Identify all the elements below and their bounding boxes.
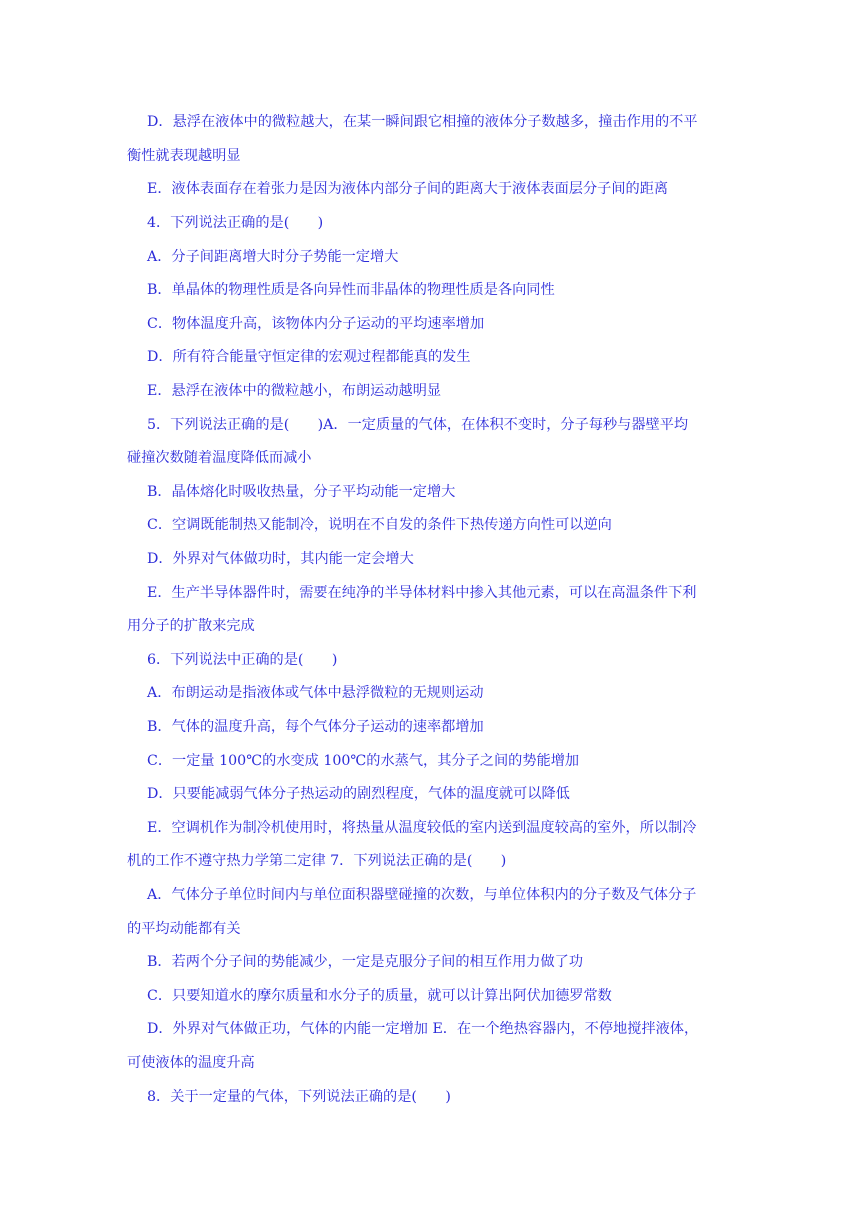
text-line: 的平均动能都有关 xyxy=(127,921,241,937)
text-line: 可使液体的温度升高 xyxy=(127,1055,255,1071)
option-line: D．只要能减弱气体分子热运动的剧烈程度，气体的温度就可以降低 xyxy=(147,786,570,802)
option-line: C．空调既能制热又能制冷，说明在不自发的条件下热传递方向性可以逆向 xyxy=(147,517,612,533)
question-line: 4．下列说法正确的是( ) xyxy=(147,215,324,231)
option-line: D．外界对气体做正功，气体的内能一定增加 E．在一个绝热容器内，不停地搅拌液体， xyxy=(147,1021,699,1037)
text-line: 衡性就表现越明显 xyxy=(127,148,241,164)
option-line: C．物体温度升高，该物体内分子运动的平均速率增加 xyxy=(147,316,485,332)
option-line: A．布朗运动是指液体或气体中悬浮微粒的无规则运动 xyxy=(147,685,484,701)
text-line: 用分子的扩散来完成 xyxy=(127,618,255,634)
option-line: B．若两个分子间的势能减少，一定是克服分子间的相互作用力做了功 xyxy=(147,954,584,970)
question-line: 6．下列说法中正确的是( ) xyxy=(147,652,338,668)
option-line: E．悬浮在液体中的微粒越小，布朗运动越明显 xyxy=(147,383,442,399)
question-line: 5．下列说法正确的是( )A．一定质量的气体，在体积不变时，分子每秒与器壁平均 xyxy=(147,417,689,433)
text-line: 机的工作不遵守热力学第二定律 7．下列说法正确的是( ) xyxy=(127,853,507,869)
option-line: D．所有符合能量守恒定律的宏观过程都能真的发生 xyxy=(147,349,471,365)
question-line: 8．关于一定量的气体，下列说法正确的是( ) xyxy=(147,1089,451,1105)
text-line: 碰撞次数随着温度降低而减小 xyxy=(127,450,312,466)
option-line: B．单晶体的物理性质是各向异性而非晶体的物理性质是各向同性 xyxy=(147,282,555,298)
option-line: E．空调机作为制冷机使用时，将热量从温度较低的室内送到温度较高的室外，所以制冷 xyxy=(147,820,697,836)
option-line: E．生产半导体器件时，需要在纯净的半导体材料中掺入其他元素，可以在高温条件下利 xyxy=(147,585,697,601)
option-line: B．晶体熔化时吸收热量，分子平均动能一定增大 xyxy=(147,484,456,500)
text-line: D．悬浮在液体中的微粒越大，在某一瞬间跟它相撞的液体分子数越多，撞击作用的不平 xyxy=(147,114,698,130)
option-line: C．一定量 100℃的水变成 100℃的水蒸气，其分子之间的势能增加 xyxy=(147,753,580,769)
option-line: C．只要知道水的摩尔质量和水分子的质量，就可以计算出阿伏加德罗常数 xyxy=(147,988,612,1004)
option-line: D．外界对气体做功时，其内能一定会增大 xyxy=(147,551,414,567)
option-line: B．气体的温度升高，每个气体分子运动的速率都增加 xyxy=(147,719,484,735)
text-line: E．液体表面存在着张力是因为液体内部分子间的距离大于液体表面层分子间的距离 xyxy=(147,181,669,197)
option-line: A．分子间距离增大时分子势能一定增大 xyxy=(147,249,399,265)
option-line: A．气体分子单位时间内与单位面积器壁碰撞的次数，与单位体积内的分子数及气体分子 xyxy=(147,887,697,903)
